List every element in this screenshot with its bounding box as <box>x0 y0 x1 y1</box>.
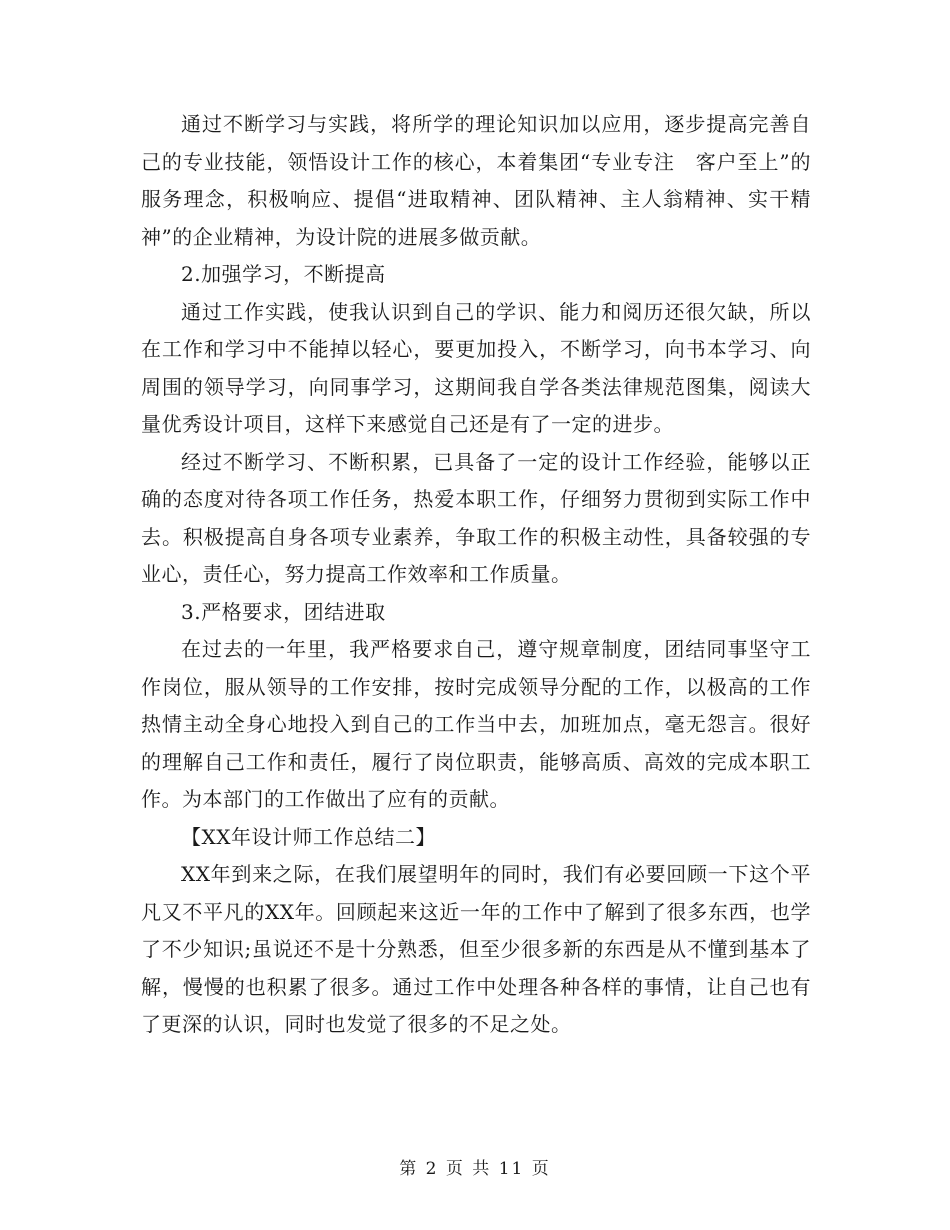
body-paragraph: 在过去的一年里，我严格要求自己，遵守规章制度，团结同事坚守工作岗位，服从领导的工作安排，按时完成领导分配的工作，以极高的工作热情主动全身心地投入到自己的工作当中去，加班加点，毫无怨言。很好的理解自己工作和责任，履行了岗位职责，能够高质、高效的完成本职工作。为本部门的工作做出了应有的贡献。 <box>141 637 811 811</box>
body-paragraph: 通过不断学习与实践，将所学的理论知识加以应用，逐步提高完善自己的专业技能，领悟设计工作的核心，本着集团“专业专注 客户至上”的服务理念，积极响应、提倡“进取精神、团队精神、主人翁精神、实干精神”的企业精神，为设计院的进展多做贡献。 <box>141 112 811 249</box>
body-paragraph: XX年到来之际，在我们展望明年的同时，我们有必要回顾一下这个平凡又不平凡的XX年。回顾起来这近一年的工作中了解到了很多东西，也学了不少知识;虽说还不是十分熟悉，但至少很多新的东西是从不懂到基本了解，慢慢的也积累了很多。通过工作中处理各种各样的事情，让自己也有了更深的认识，同时也发觉了很多的不足之处。 <box>141 862 811 1036</box>
section-title: 【XX年设计师工作总结二】 <box>181 824 436 849</box>
body-paragraph: 通过工作实践，使我认识到自己的学识、能力和阅历还很欠缺，所以在工作和学习中不能掉以轻心，要更加投入，不断学习，向书本学习、向周围的领导学习，向同事学习，这期间我自学各类法律规范图集，阅读大量优秀设计项目，这样下来感觉自己还是有了一定的进步。 <box>141 299 811 436</box>
document-body <box>141 106 811 1044</box>
section-heading: 2.加强学习，不断提高 <box>181 262 386 286</box>
page-number-footer: 第 2 页 共 11 页 <box>399 1159 551 1179</box>
body-paragraph: 经过不断学习、不断积累，已具备了一定的设计工作经验，能够以正确的态度对待各项工作任务，热爱本职工作，仔细努力贯彻到实际工作中去。积极提高自身各项专业素养，争取工作的积极主动性，具备较强的专业心，责任心，努力提高工作效率和工作质量。 <box>141 449 811 586</box>
section-heading: 3.严格要求，团结进取 <box>181 599 386 624</box>
